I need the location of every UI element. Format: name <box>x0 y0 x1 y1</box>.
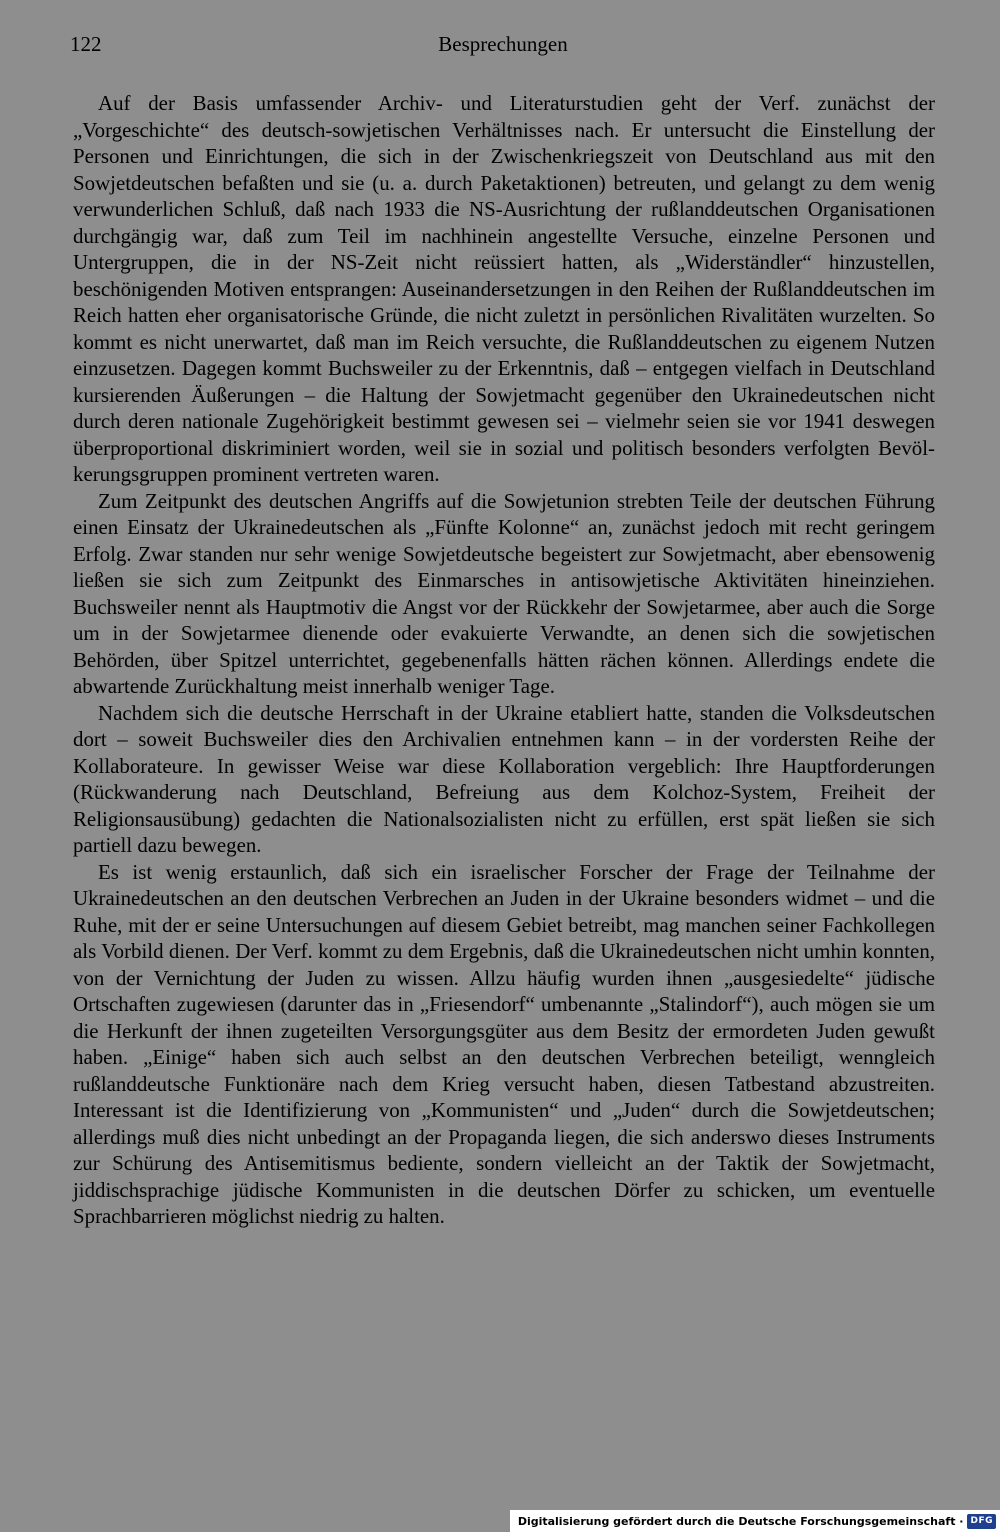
paragraph-2: Zum Zeitpunkt des deutschen Angriffs auf die Sowjetunion strebten Teile der deutschen Führung einen Einsatz der Ukrainedeutschen als „Fünfte Kolonne“ an, zunächst jedoch mit recht geringem Erfolg. Zwar standen nur sehr wenige Sowjetdeutsche begeistert zur Sowjetmacht, aber ebensowenig ließen sie sich zum Zeitpunkt des Einmarsches in antisowjetische Aktivitäten hineinziehen. Buchsweiler nennt als Hauptmotiv die Angst vor der Rückkehr der Sowjetarmee, aber auch die Sorge um in der Sowjetarmee dienende oder evakuierte Verwandte, an denen sich die sowjetischen Behörden, über Spitzel unterrichtet, gegebenenfalls hätten rächen können. Allerdings endete die abwartende Zurückhaltung meist innerhalb weniger Tage. <box>73 488 935 698</box>
paragraph-1: Auf der Basis umfassender Archiv- und Literaturstudien geht der Verf. zunächst der „Vorgeschichte“ des deutsch-sowjetischen Verhältnisses nach. Er untersucht die Einstellung der Personen und Einrichtungen, die sich in der Zwischenkriegszeit von Deutschland aus mit den Sowjetdeutschen befaßten und sie (u. a. durch Paketaktionen) betreuten, und gelangt zu dem wenig verwunderlichen Schluß, daß nach 1933 die NS-Ausrichtung der rußlanddeutschen Organisationen durchgängig war, daß zum Teil im nachhinein angestellte Versuche, einzelne Personen und Untergruppen, die in der NS-Zeit nicht reüssiert hatten, als „Widerständler“ hinzustellen, beschönigenden Motiven entsprangen: Auseinandersetzungen in den Reihen der Rußlanddeutschen im Reich hatten eher organisatorische Gründe, die nicht zuletzt in persönlichen Rivalitäten wurzelten. So kommt es nicht unerwartet, daß man im Reich versuchte, die Rußlanddeutschen zu eigenem Nutzen einzusetzen. Dagegen kommt Buchsweiler zu der Erkenntnis, daß – entgegen vielfach in Deutschland kursierenden Äußerungen – die Haltung der Sowjetmacht gegenüber den Ukrainedeutschen nicht durch deren nationale Zugehörigkeit bestimmt gewesen sei – vielmehr seien sie vor 1941 deswegen überproportional diskriminiert worden, weil sie in sozial und politisch besonders verfolgten Bevölkerungsgruppen prominent vertreten waren. <box>73 91 935 486</box>
funding-notice: Digitalisierung gefördert durch die Deutsche Forschungsgemeinschaft · <box>517 1514 964 1528</box>
paragraph-4: Es ist wenig erstaunlich, daß sich ein israelischer Forscher der Frage der Teilnahme der Ukrainedeutschen an den deutschen Verbrechen an Juden in der Ukraine besonders widmet – und die Ruhe, mit der er seine Untersuchungen auf diesem Gebiet betreibt, mag manchen seiner Fachkollegen als Vorbild dienen. Der Verf. kommt zu dem Ergebnis, daß die Ukrainedeutschen nicht umhin konnten, von der Vernichtung der Juden zu wissen. Allzu häufig wurden ihnen „ausgesiedelte“ jüdische Ortschaften zugewiesen (darunter das in „Friesendorf“ umbenannte „Stalindorf“), auch mögen sie um die Herkunft der ihnen zugeteilten Versorgungsgüter aus dem Besitz der ermordeten Juden gewußt haben. „Einige“ haben sich auch selbst an den deutschen Verbrechen beteiligt, wenngleich rußlanddeutsche Funktionäre nach dem Krieg versucht haben, diesen Tatbestand abzustreiten. Interessant ist die Identifizierung von „Kommunisten“ und „Juden“ durch die Sowjetdeutschen; allerdings muß dies nicht unbedingt an der Propaganda liegen, die sich anderswo dieses Instruments zur Schürung des Antisemitismus bediente, sondern vielleicht an der Taktik der Sowjetmacht, jiddischsprachige jüdische Kommunisten in die deutschen Dörfer zu schicken, um eventuelle Sprachbarrieren möglichst niedrig zu halten. <box>73 859 935 1228</box>
body-text <box>73 90 935 1230</box>
page-header <box>70 30 936 58</box>
running-head: Besprechungen <box>438 32 568 56</box>
page-number: 122 <box>70 32 102 56</box>
digitization-footer <box>510 1510 1000 1532</box>
dfg-logo-icon: DFG <box>967 1514 996 1529</box>
paragraph-3: Nachdem sich die deutsche Herrschaft in der Ukraine etabliert hatte, standen die Volksdeutschen dort – soweit Buchsweiler dies den Archivalien entnehmen kann – in der vordersten Reihe der Kollaborateure. In gewisser Weise war diese Kollaboration vergeblich: Ihre Hauptforderungen (Rückwanderung nach Deutschland, Befreiung aus dem Kolchoz-System, Freiheit der Religionsausübung) gedachten die Nationalsozialisten nicht zu erfüllen, erst spät ließen sie sich partiell dazu bewegen. <box>73 700 935 857</box>
